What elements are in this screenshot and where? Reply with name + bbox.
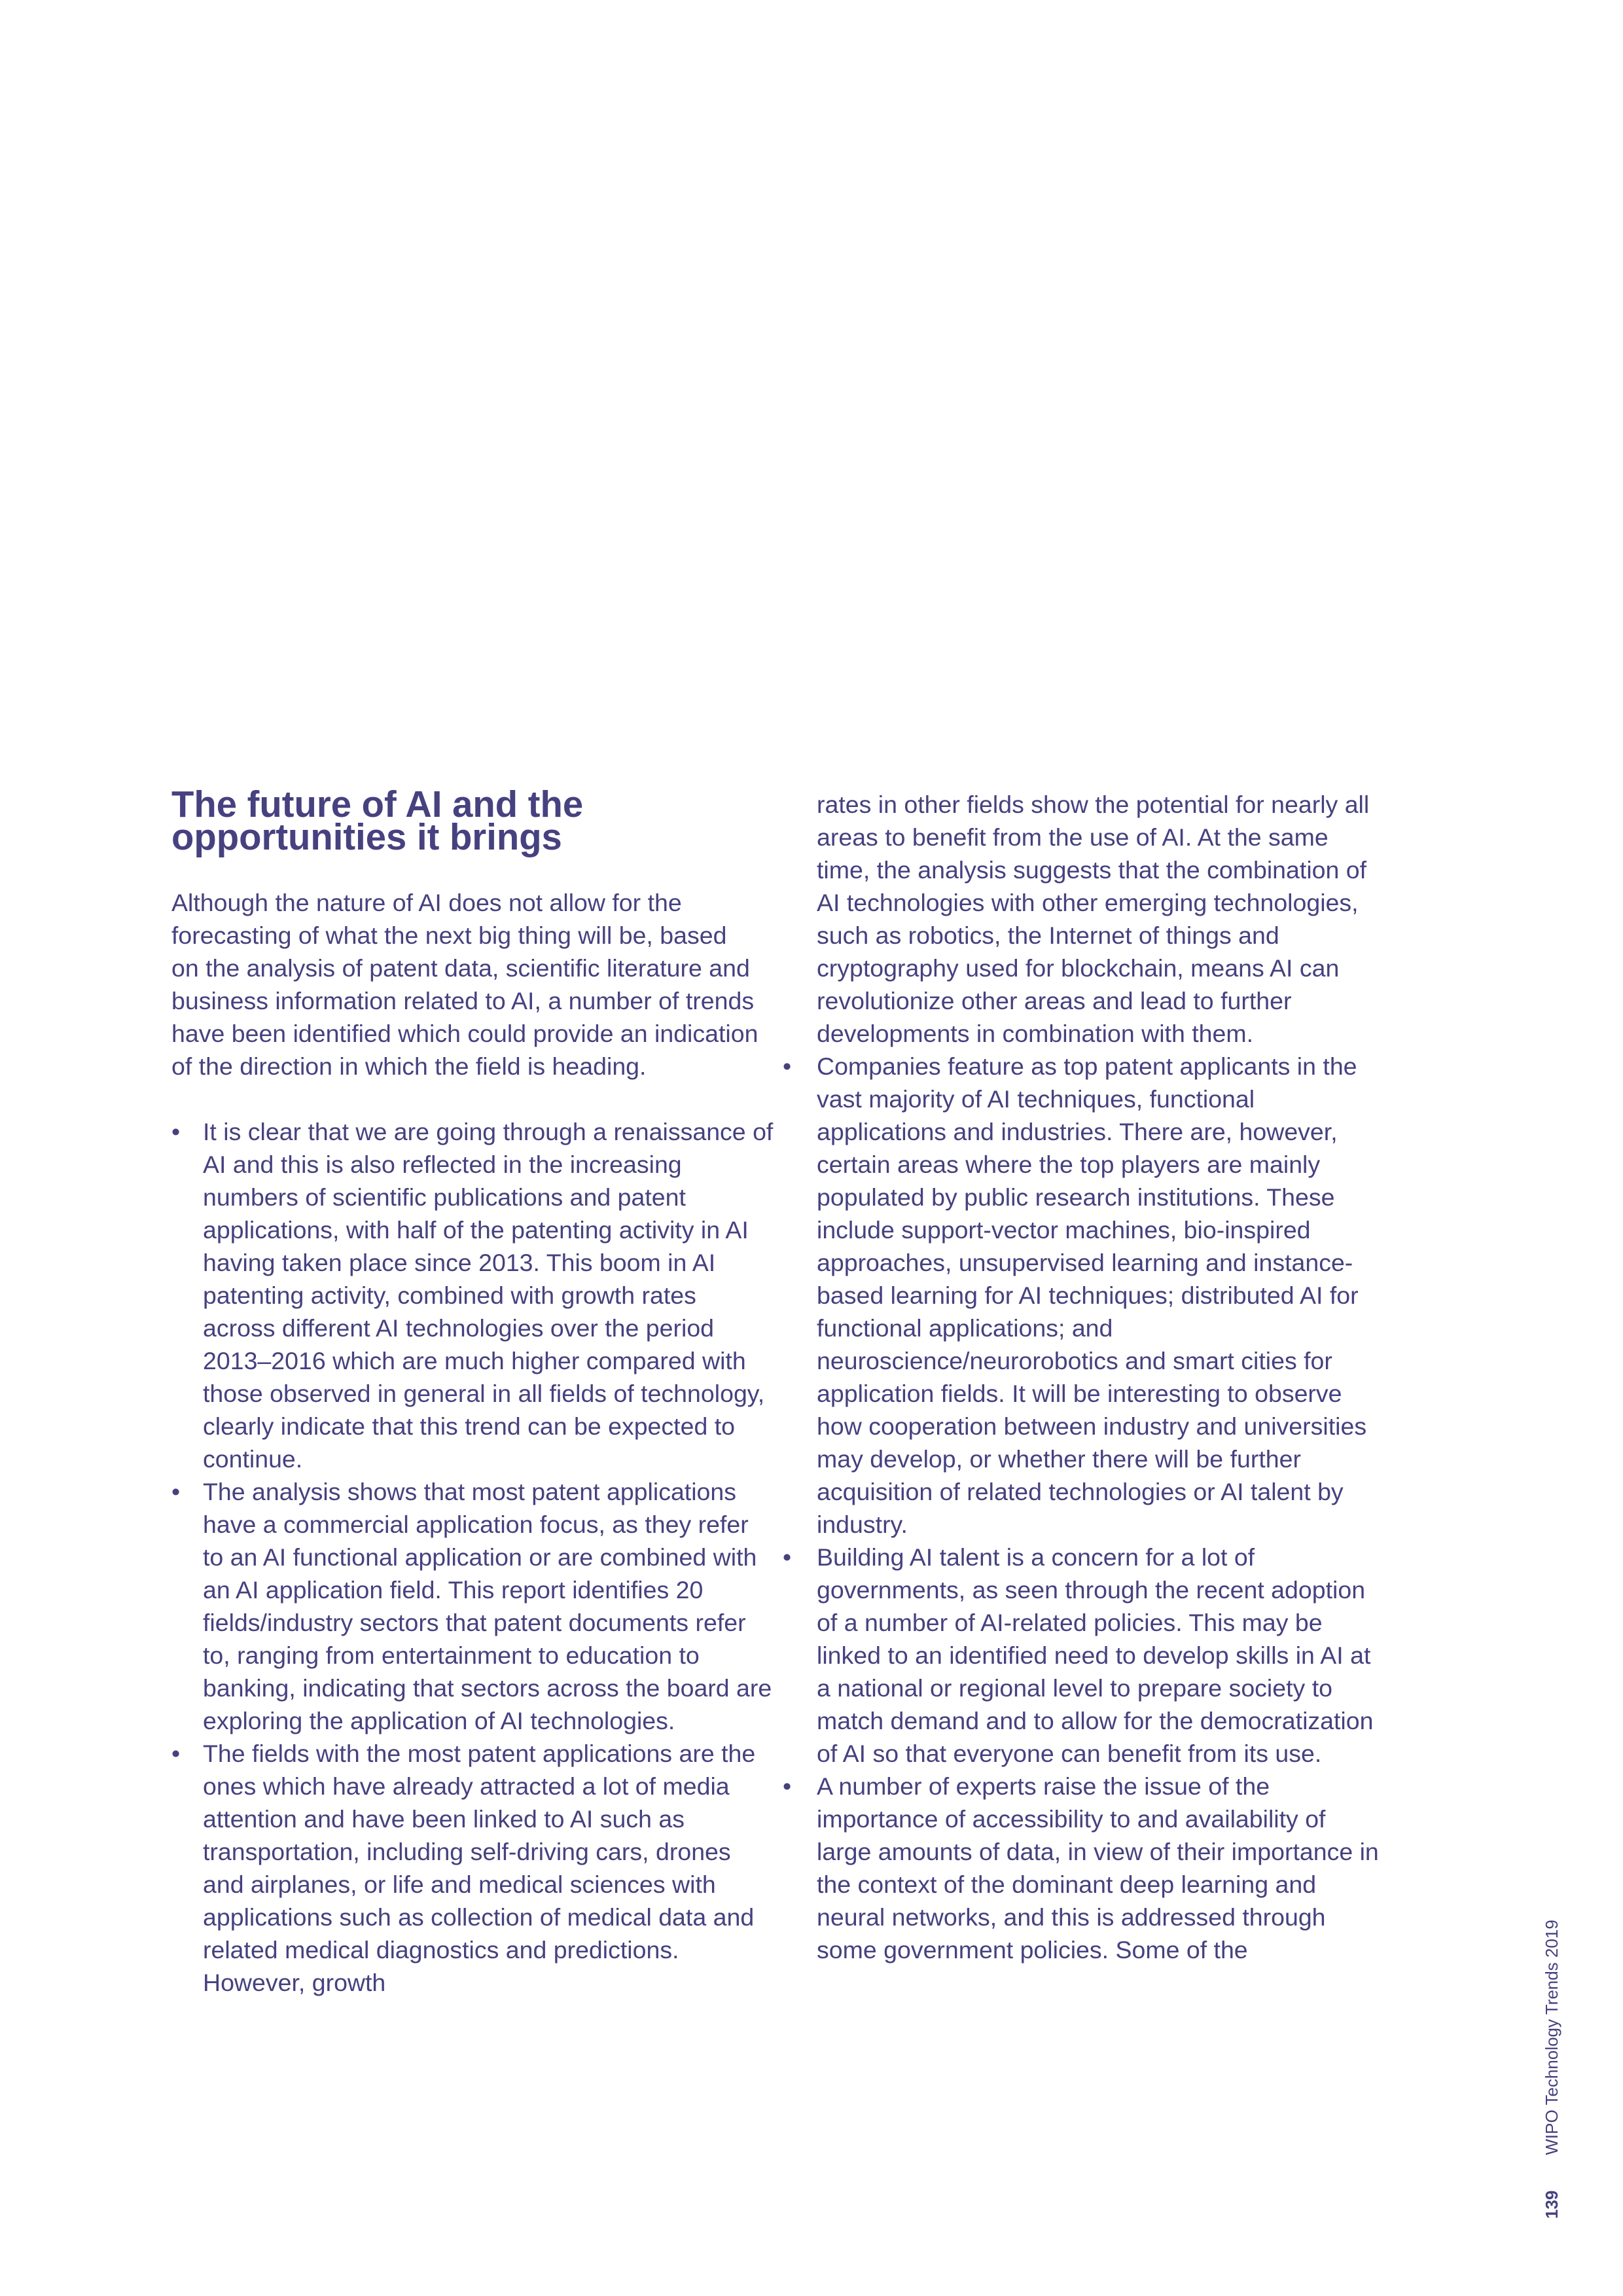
left-bullet-list (171, 1115, 774, 1999)
section-heading: The future of AI and the opportunities it brings (171, 783, 584, 857)
list-item (783, 1770, 1385, 1966)
bullet-icon: • (171, 1740, 181, 1767)
bullet-icon: • (783, 1772, 792, 1800)
list-item (171, 1737, 774, 1999)
left-column (171, 783, 774, 1999)
page-number: 139 (1542, 2190, 1561, 2219)
list-item (171, 1115, 774, 1475)
page-footer-sidebar (1542, 1911, 1561, 2219)
list-item (783, 1050, 1385, 1541)
bullet-icon: • (171, 1478, 181, 1505)
bullet-icon: • (783, 1543, 792, 1571)
list-item-text: The fields with the most patent applications are the ones which have already attracted a lot of media attention and have been linked to AI such as transportation, including self-driving cars, drones and airplanes, or life and medical sciences with applications such as collection of medical data and related medical diagnostics and predictions. However, growth (203, 1740, 756, 1996)
intro-paragraph: Although the nature of AI does not allow for the forecasting of what the next big thing will be, based on the analysis of patent data, scientific literature and business information related to AI, a number of trends have been identified which could provide an indication of the direction in which the field is heading. (171, 889, 758, 1080)
list-item (171, 1475, 774, 1737)
bullet-icon: • (783, 1052, 792, 1080)
publication-title: WIPO Technology Trends 2019 (1542, 1920, 1561, 2155)
right-column (783, 788, 1385, 1966)
list-item-text: It is clear that we are going through a renaissance of AI and this is also reflected in the increasing numbers of scientific publications and patent applications, with half of the patenting activity in AI having taken place since 2013. This boom in AI patenting activity, combined with growth rates across different AI technologies over the period 2013–2016 which are much higher compared with those observed in general in all fields of technology, clearly indicate that this trend can be expected to continue. (203, 1118, 774, 1473)
bullet-icon: • (171, 1118, 181, 1145)
vertical-footer-text (1542, 1920, 1561, 2219)
list-item-text: Companies feature as top patent applicants in the vast majority of AI techniques, functional applications and industries. There are, however, certain areas where the top players are mainly populated by public research institutions. These include support-vector machines, bio-inspired approaches, unsupervised learning and instance-based learning for AI techniques; distributed AI for functional applications; and neuroscience/neurorobotics and smart cities for application fields. It will be interesting to observe how cooperation between industry and universities may develop, or whether there will be further acquisition of related technologies or AI talent by industry. (817, 1052, 1367, 1538)
list-item-text: Building AI talent is a concern for a lot of governments, as seen through the recent adoption of a number of AI-related policies. This may be linked to an identified need to develop skills in AI at a national or regional level to prepare society to match demand and to allow for the democratization of AI so that everyone can benefit from its use. (817, 1543, 1374, 1767)
right-bullet-list (783, 1050, 1385, 1966)
list-item (783, 1541, 1385, 1770)
list-item-text: The analysis shows that most patent applications have a commercial application focus, as they refer to an AI functional application or are combined with an AI application field. This report identifies 20 fields/industry sectors that patent documents refer to, ranging from entertainment to education to banking, indicating that sectors across the board are exploring the application of AI technologies. (203, 1478, 772, 1734)
continued-bullet-text: rates in other fields show the potential for nearly all areas to benefit from the use of AI. At the same time, the analysis suggests that the combination of AI technologies with other emerging technologies, such as robotics, the Internet of things and cryptography used for blockchain, means AI can revolutionize other areas and lead to further developments in combination with them. (817, 791, 1370, 1047)
list-item-text: A number of experts raise the issue of the importance of accessibility to and availability of large amounts of data, in view of their importance in the context of the dominant deep learning and neural networks, and this is addressed through some government policies. Some of the (817, 1772, 1379, 1964)
